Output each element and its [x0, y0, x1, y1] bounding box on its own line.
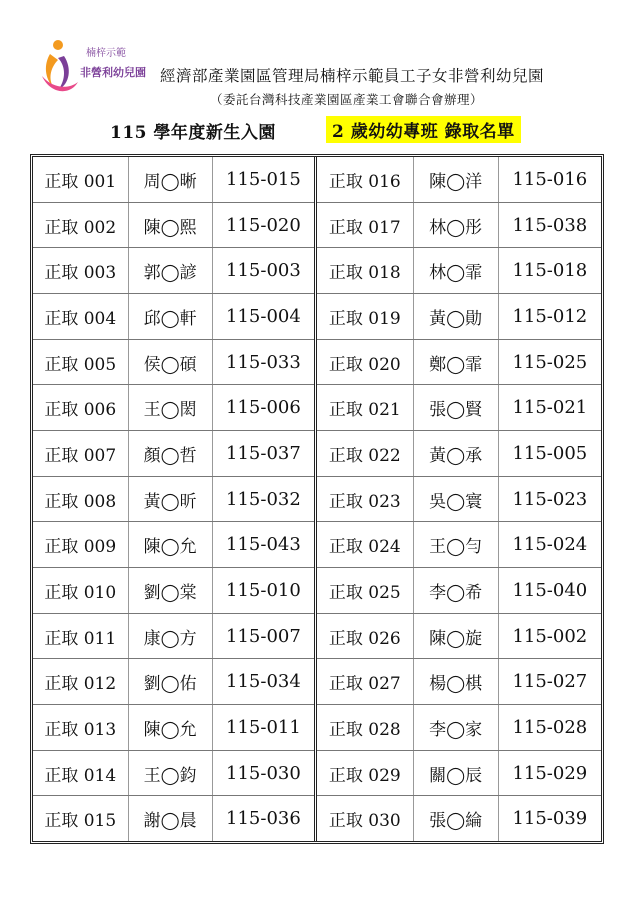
application-id: 115-030 [226, 762, 301, 784]
student-name: 侯◯碩 [129, 340, 213, 385]
application-id: 115-007 [226, 625, 301, 647]
application-id: 115-028 [512, 716, 588, 738]
application-id: 115-006 [226, 397, 301, 419]
table-row [33, 477, 314, 523]
admission-number: 正取 006 [33, 385, 129, 430]
table-row [317, 659, 601, 705]
admission-number: 正取 001 [33, 157, 129, 202]
student-name: 張◯綸 [414, 796, 499, 841]
application-id: 115-038 [512, 214, 588, 236]
admission-number: 正取 030 [317, 796, 414, 841]
application-id: 115-043 [226, 534, 301, 556]
table-row [317, 796, 601, 841]
admission-number: 正取 016 [317, 157, 414, 202]
student-name: 林◯霏 [414, 248, 499, 293]
admission-number: 正取 028 [317, 705, 414, 750]
admission-number: 正取 021 [317, 385, 414, 430]
title-class-admission: 2 歲幼幼專班 錄取名單 [326, 116, 521, 143]
student-name: 王◯鈞 [129, 751, 213, 796]
application-id: 115-033 [226, 351, 301, 373]
student-name: 黃◯昕 [129, 477, 213, 522]
organization-name: 經濟部產業園區管理局楠梓示範員工子女非營利幼兒園 [160, 67, 545, 85]
table-row [33, 157, 314, 203]
table-row [317, 568, 601, 614]
admission-number: 正取 012 [33, 659, 129, 704]
student-name: 楊◯棋 [414, 659, 499, 704]
document-title [0, 118, 636, 144]
admission-number: 正取 018 [317, 248, 414, 293]
admission-number: 正取 003 [33, 248, 129, 293]
application-id: 115-011 [226, 716, 301, 738]
student-name: 關◯辰 [414, 751, 499, 796]
student-name: 李◯家 [414, 705, 499, 750]
application-id: 115-010 [226, 579, 301, 601]
student-name: 邱◯軒 [129, 294, 213, 339]
table-row [317, 385, 601, 431]
admission-table [30, 154, 604, 844]
admission-number: 正取 005 [33, 340, 129, 385]
admission-number: 正取 020 [317, 340, 414, 385]
application-id: 115-029 [512, 762, 588, 784]
table-row [33, 568, 314, 614]
table-row [33, 522, 314, 568]
application-id: 115-004 [226, 305, 301, 327]
admission-number: 正取 010 [33, 568, 129, 613]
application-id: 115-032 [226, 488, 301, 510]
logo-subtext: 非營利幼兒園 [80, 66, 146, 79]
admission-number: 正取 008 [33, 477, 129, 522]
student-name: 謝◯晨 [129, 796, 213, 841]
admission-number: 正取 023 [317, 477, 414, 522]
admission-number: 正取 025 [317, 568, 414, 613]
student-name: 郭◯諺 [129, 248, 213, 293]
admission-number: 正取 019 [317, 294, 414, 339]
admission-number: 正取 011 [33, 614, 129, 659]
table-row [317, 248, 601, 294]
student-name: 黃◯承 [414, 431, 499, 476]
table-row [317, 294, 601, 340]
student-name: 張◯賢 [414, 385, 499, 430]
student-name: 顏◯哲 [129, 431, 213, 476]
student-name: 李◯希 [414, 568, 499, 613]
admission-number: 正取 022 [317, 431, 414, 476]
table-row [317, 522, 601, 568]
admission-number: 正取 017 [317, 203, 414, 248]
application-id: 115-023 [512, 488, 588, 510]
student-name: 康◯方 [129, 614, 213, 659]
admission-number: 正取 014 [33, 751, 129, 796]
student-name: 黃◯勛 [414, 294, 499, 339]
table-row [317, 340, 601, 386]
table-row [33, 751, 314, 797]
student-name: 陳◯允 [129, 705, 213, 750]
admission-number: 正取 009 [33, 522, 129, 567]
admission-number: 正取 004 [33, 294, 129, 339]
admission-table-right [317, 157, 601, 841]
table-row [33, 385, 314, 431]
application-id: 115-018 [512, 260, 588, 282]
student-name: 林◯彤 [414, 203, 499, 248]
application-id: 115-005 [512, 442, 588, 464]
application-id: 115-015 [226, 168, 301, 190]
admission-number: 正取 002 [33, 203, 129, 248]
table-row [33, 796, 314, 841]
application-id: 115-024 [512, 534, 588, 556]
application-id: 115-003 [226, 260, 301, 282]
table-row [33, 203, 314, 249]
table-row [33, 431, 314, 477]
admission-number: 正取 027 [317, 659, 414, 704]
table-row [33, 248, 314, 294]
application-id: 115-016 [512, 168, 588, 190]
application-id: 115-012 [512, 305, 588, 327]
organization-subtitle: （委託台灣科技產業園區產業工會聯合會辦理） [210, 92, 484, 107]
student-name: 王◯閎 [129, 385, 213, 430]
student-name: 陳◯旋 [414, 614, 499, 659]
table-row [33, 340, 314, 386]
table-row [317, 751, 601, 797]
application-id: 115-002 [512, 625, 588, 647]
title-school-year: 115 學年度新生入園 [110, 123, 276, 143]
admission-number: 正取 007 [33, 431, 129, 476]
application-id: 115-034 [226, 671, 301, 693]
student-name: 周◯晰 [129, 157, 213, 202]
application-id: 115-020 [226, 214, 301, 236]
kindergarten-logo [36, 36, 154, 98]
table-row [33, 705, 314, 751]
admission-number: 正取 029 [317, 751, 414, 796]
application-id: 115-036 [226, 808, 301, 830]
application-id: 115-037 [226, 442, 301, 464]
student-name: 劉◯佑 [129, 659, 213, 704]
student-name: 鄭◯霏 [414, 340, 499, 385]
student-name: 吳◯寰 [414, 477, 499, 522]
application-id: 115-027 [512, 671, 588, 693]
admission-number: 正取 024 [317, 522, 414, 567]
student-name: 陳◯洋 [414, 157, 499, 202]
table-row [317, 157, 601, 203]
table-row [33, 294, 314, 340]
application-id: 115-021 [512, 397, 588, 419]
table-row [317, 477, 601, 523]
table-row [317, 614, 601, 660]
admission-number: 正取 015 [33, 796, 129, 841]
application-id: 115-025 [512, 351, 588, 373]
admission-number: 正取 013 [33, 705, 129, 750]
admission-table-left [33, 157, 317, 841]
student-name: 王◯勻 [414, 522, 499, 567]
application-id: 115-039 [512, 808, 588, 830]
table-row [317, 203, 601, 249]
student-name: 陳◯允 [129, 522, 213, 567]
student-name: 陳◯熙 [129, 203, 213, 248]
table-row [33, 614, 314, 660]
table-row [317, 705, 601, 751]
logo-text: 楠梓示範 [86, 48, 126, 59]
application-id: 115-040 [512, 579, 588, 601]
admission-number: 正取 026 [317, 614, 414, 659]
student-name: 劉◯棠 [129, 568, 213, 613]
table-row [33, 659, 314, 705]
table-row [317, 431, 601, 477]
